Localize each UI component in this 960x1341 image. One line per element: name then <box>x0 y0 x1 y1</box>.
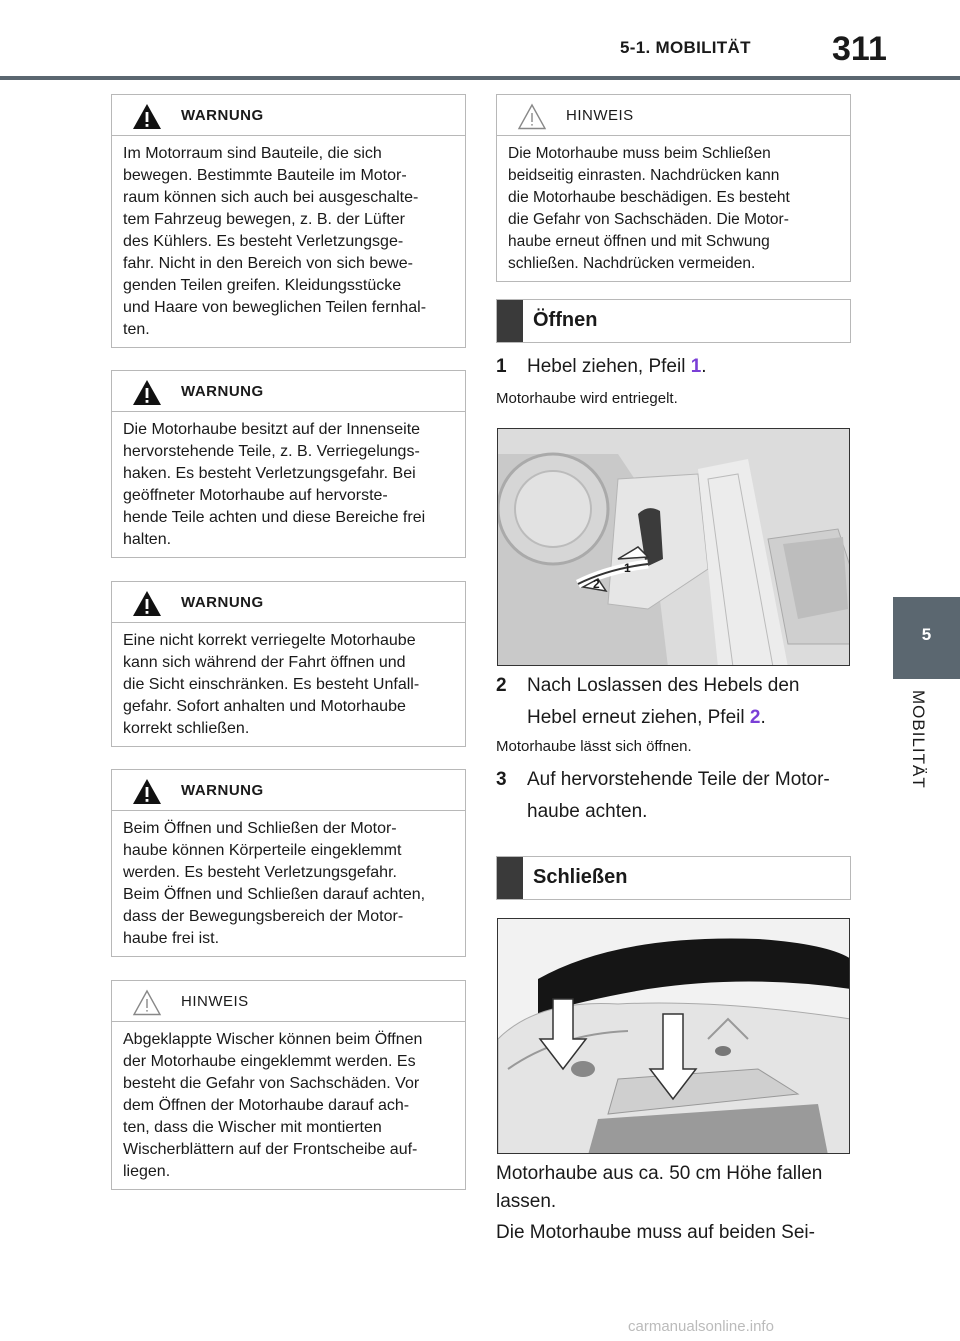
notice-box-text: Die Motorhaube muss beim Schließen beidseitig einrasten. Nachdrücken kann die Motorhaube beschädigen. Es besteht die Gefahr von Sachschäden. Die Motor- haube erneut öffnen und mit Schwung schließen. Nachdrücken vermeiden. <box>508 145 790 272</box>
warning-box-protruding-parts <box>111 370 466 558</box>
step-number: 1 <box>496 356 507 377</box>
step-1: 1 Hebel ziehen, Pfeil 1. <box>496 352 707 382</box>
section-heading-open <box>496 299 851 343</box>
warning-box-text: Im Motorraum sind Bauteile, die sich bewegen. Bestimmte Bauteile im Motor- raum können sich auch bei ausgeschalte- tem Fahrzeug bewegen, z. B. der Lüfter des Kühlers. Es besteht Verletzungsge- fahr. Nicht in den Bereich von sich bewe- genden Teilen greifen. Kleidungsstücke und Haare von beweglichen Teilen fernhal- ten. <box>123 145 427 338</box>
notice-box-text: Abgeklappte Wischer können beim Öffnen der Motorhaube eingeklemmt werden. Es besteht die Gefahr von Sachschäden. Vor dem Öffnen der Motorhaube darauf ach- ten, dass die Wischer mit montierten Wischerblättern auf der Frontscheibe auf- liegen. <box>123 1031 423 1180</box>
section-heading-bar <box>497 857 523 899</box>
watermark: carmanualsonline.info <box>628 1318 774 1335</box>
step-number: 2 <box>496 675 507 696</box>
section-heading-text: Schließen <box>533 866 628 888</box>
warning-triangle-icon <box>132 103 162 130</box>
step-number: 3 <box>496 769 507 790</box>
warning-box-title: WARNUNG <box>181 107 264 124</box>
notice-box-closing <box>496 94 851 282</box>
figure-label-1: 1 <box>624 561 631 575</box>
warning-triangle-icon <box>132 379 162 406</box>
warning-box-header <box>112 582 465 623</box>
chapter-number: 5 <box>921 625 932 644</box>
page-number: 311 <box>832 30 887 68</box>
step-2: 2 Nach Loslassen des Hebels den Hebel erneut ziehen, Pfeil 2. <box>496 671 800 733</box>
notice-box-header <box>112 981 465 1022</box>
warning-triangle-icon <box>132 590 162 617</box>
warning-triangle-icon <box>132 778 162 805</box>
warning-box-text: Eine nicht korrekt verriegelte Motorhaube kann sich während der Fahrt öffnen und die Sicht einschränken. Es besteht Unfall- gefahr. Sofort anhalten und Motorhaube korrekt schließen. <box>123 632 420 737</box>
notice-box-wipers <box>111 980 466 1190</box>
chapter-label-text: MOBILITÄT <box>909 690 928 789</box>
step-3: 3 Auf hervorstehende Teile der Motor- haube achten. <box>496 765 830 827</box>
notice-box-title: HINWEIS <box>181 993 249 1010</box>
arrow-ref: 2 <box>749 707 761 728</box>
notice-box-header <box>497 95 850 136</box>
figure-label-2: 2 <box>593 577 600 591</box>
section-title: 5-1. MOBILITÄT <box>620 38 751 57</box>
warning-box-unlatched-hood <box>111 581 466 747</box>
caution-triangle-outline-icon <box>132 989 162 1016</box>
closing-paragraph-1b: lassen. <box>496 1191 557 1212</box>
warning-box-pinching <box>111 769 466 957</box>
step-2-note: Motorhaube lässt sich öffnen. <box>496 738 692 755</box>
notice-box-title: HINWEIS <box>566 107 634 124</box>
header-rule <box>0 76 960 80</box>
caution-triangle-outline-icon <box>517 103 547 130</box>
chapter-tab[interactable] <box>893 597 960 679</box>
warning-box-header <box>112 371 465 412</box>
warning-box-text: Die Motorhaube besitzt auf der Innenseite hervorstehende Teile, z. B. Verriegelungs- haken. Es besteht Verletzungsgefahr. Bei geöffneter Motorhaube auf hervorste- hende Teile achten und diese Bereiche frei halten. <box>123 421 426 548</box>
section-heading-close <box>496 856 851 900</box>
warning-box-title: WARNUNG <box>181 782 264 799</box>
step-1-note: Motorhaube wird entriegelt. <box>496 390 678 407</box>
figure-hood-release-lever <box>497 428 850 666</box>
warning-box-text: Beim Öffnen und Schließen der Motor- haube können Körperteile eingeklemmt werden. Es besteht Verletzungsgefahr. Beim Öffnen und Schließen darauf achten, dass der Bewegungsbereich der Motor- haube frei ist. <box>123 820 426 947</box>
warning-box-header <box>112 770 465 811</box>
closing-paragraph-2: Die Motorhaube muss auf beiden Sei- <box>496 1222 815 1243</box>
arrow-ref: 1 <box>690 356 702 377</box>
warning-box-title: WARNUNG <box>181 383 264 400</box>
warning-box-moving-parts <box>111 94 466 348</box>
closing-paragraph-1a: Motorhaube aus ca. 50 cm Höhe fallen <box>496 1163 823 1184</box>
section-heading-text: Öffnen <box>533 309 598 331</box>
figure-hood-closing <box>497 918 850 1154</box>
warning-box-header <box>112 95 465 136</box>
chapter-label <box>908 690 932 800</box>
section-heading-bar <box>497 300 523 342</box>
warning-box-title: WARNUNG <box>181 594 264 611</box>
